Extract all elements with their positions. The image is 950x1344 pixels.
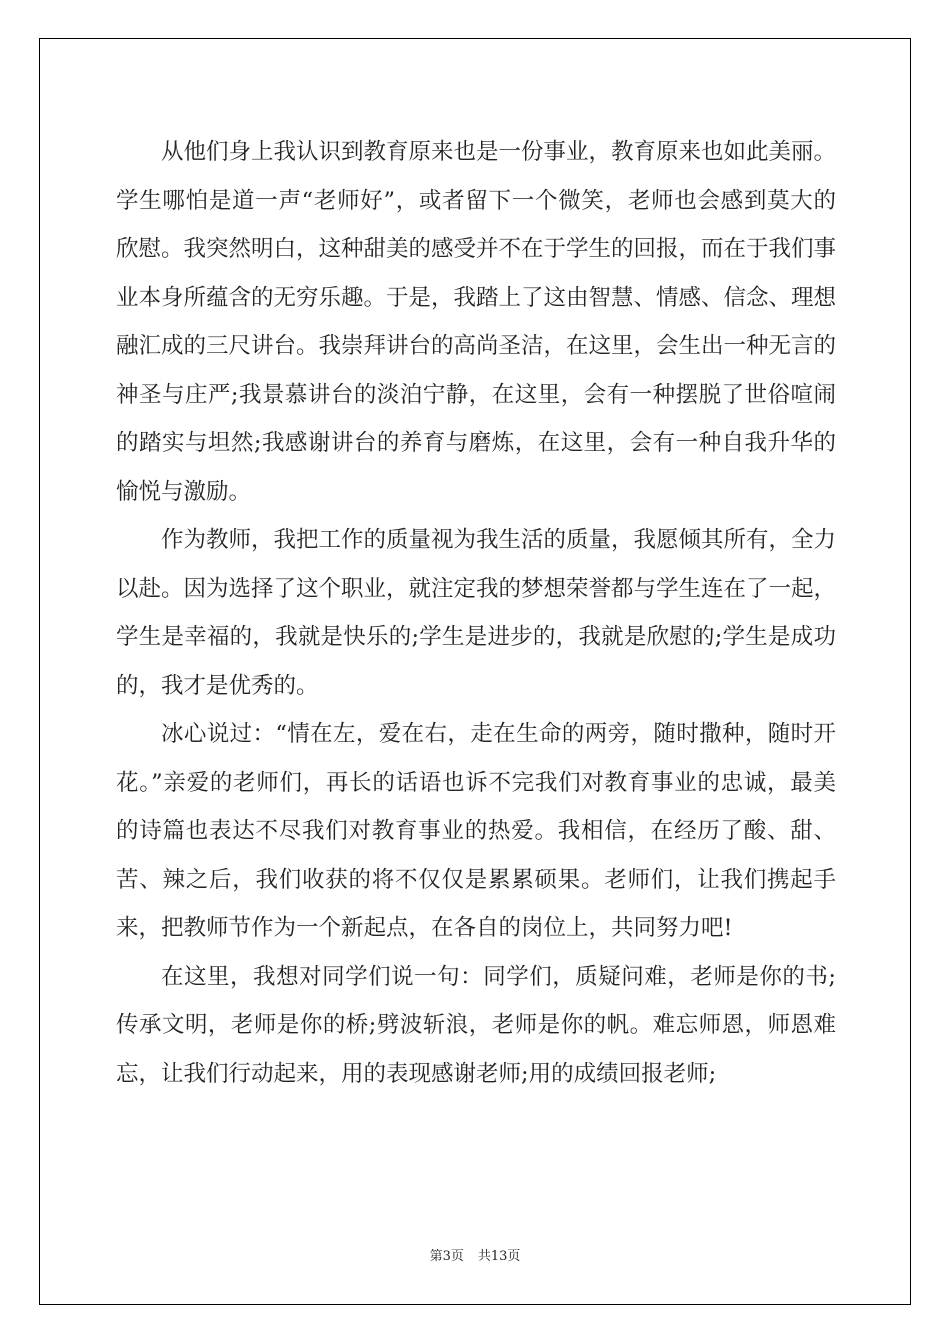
page-footer (0, 1248, 950, 1266)
current-page-number: 第3页 (429, 1249, 464, 1264)
document-body (116, 128, 836, 1098)
paragraph-1: 从他们身上我认识到教育原来也是一份事业，教育原来也如此美丽。学生哪怕是道一声“老师好”，或者留下一个微笑，老师也会感到莫大的欣慰。我突然明白，这种甜美的感受并不在于学生的回报，而在于我们事业本身所蕴含的无穷乐趣。于是，我踏上了这由智慧、情感、信念、理想融汇成的三尺讲台。我崇拜讲台的高尚圣洁，在这里，会生出一种无言的神圣与庄严;我景慕讲台的淡泊宁静，在这里，会有一种摆脱了世俗喧闹的踏实与坦然;我感谢讲台的养育与磨炼，在这里，会有一种自我升华的愉悦与激励。 (116, 139, 837, 505)
total-page-count: 共13页 (477, 1249, 521, 1264)
paragraph-3: 冰心说过：“情在左，爱在右，走在生命的两旁，随时撒种，随时开花。”亲爱的老师们，再长的话语也诉不完我们对教育事业的忠诚，最美的诗篇也表达不尽我们对教育事业的热爱。我相信，在经历了酸、甜、苦、辣之后，我们收获的将不仅仅是累累硕果。老师们，让我们携起手来，把教师节作为一个新起点，在各自的岗位上，共同努力吧! (116, 721, 836, 941)
paragraph-4: 在这里，我想对同学们说一句：同学们，质疑问难，老师是你的书;传承文明，老师是你的桥;劈波斩浪，老师是你的帆。难忘师恩，师恩难忘，让我们行动起来，用的表现感谢老师;用的成绩回报老师; (116, 963, 836, 1087)
paragraph-2: 作为教师，我把工作的质量视为我生活的质量，我愿倾其所有，全力以赴。因为选择了这个职业，就注定我的梦想荣誉都与学生连在了一起，学生是幸福的，我就是快乐的;学生是进步的，我就是欣慰的;学生是成功的，我才是优秀的。 (116, 527, 837, 699)
